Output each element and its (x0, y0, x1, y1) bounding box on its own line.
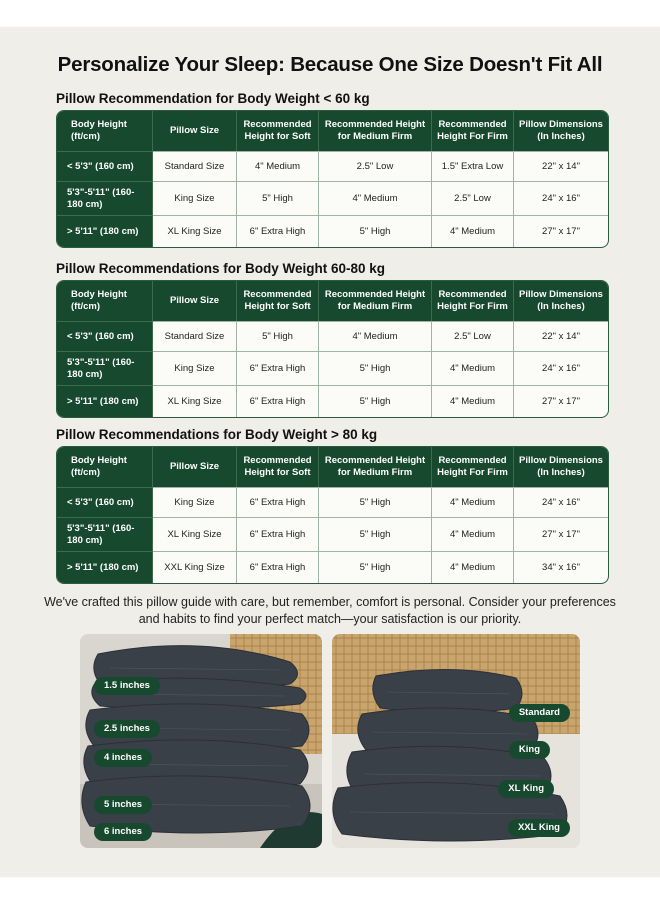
table-row (57, 351, 608, 385)
cell-firm: 2.5" Low (432, 321, 514, 351)
pillow-stack-illustration (80, 634, 322, 848)
cell-dimensions: 22" x 14" (514, 151, 608, 181)
header-dimensions: Pillow Dimensions (In Inches) (514, 447, 608, 487)
table-row (57, 517, 608, 551)
header-medium-firm: Recommended Height for Medium Firm (319, 111, 432, 151)
cell-dimensions: 24" x 16" (514, 181, 608, 215)
header-soft: Recommended Height for Soft (237, 447, 319, 487)
header-dimensions: Pillow Dimensions (In Inches) (514, 111, 608, 151)
cell-soft: 6" Extra High (237, 215, 319, 247)
section-title-over-80: Pillow Recommendations for Body Weight > 80 kg (56, 427, 378, 442)
cell-medium-firm: 5" High (319, 215, 432, 247)
table-row (57, 181, 608, 215)
page-title: Personalize Your Sleep: Because One Size Doesn't Fit All (57, 53, 603, 76)
cell-soft: 6" Extra High (237, 351, 319, 385)
table-row (57, 215, 608, 247)
cell-firm: 4" Medium (432, 551, 514, 583)
stack-label-5: 5 inches (94, 796, 152, 814)
cell-pillow-size: Standard Size (153, 321, 237, 351)
cell-pillow-size: King Size (153, 487, 237, 517)
table-row (57, 151, 608, 181)
cell-medium-firm: 5" High (319, 517, 432, 551)
cell-pillow-size: Standard Size (153, 151, 237, 181)
row-height: > 5'11" (180 cm) (57, 215, 153, 247)
row-height: > 5'11" (180 cm) (57, 385, 153, 417)
cell-soft: 4" Medium (237, 151, 319, 181)
cell-medium-firm: 5" High (319, 351, 432, 385)
header-soft: Recommended Height for Soft (237, 111, 319, 151)
table-over-80 (56, 446, 609, 584)
header-medium-firm: Recommended Height for Medium Firm (319, 447, 432, 487)
cell-soft: 5" High (237, 181, 319, 215)
section-title-60-80: Pillow Recommendations for Body Weight 60-80 kg (56, 261, 386, 276)
cell-dimensions: 34" x 16" (514, 551, 608, 583)
stack-label-6: 6 inches (94, 823, 152, 841)
cell-medium-firm: 2.5" Low (319, 151, 432, 181)
cell-pillow-size: XL King Size (153, 385, 237, 417)
cell-soft: 6" Extra High (237, 385, 319, 417)
cell-pillow-size: XL King Size (153, 517, 237, 551)
cell-firm: 4" Medium (432, 351, 514, 385)
cell-firm: 2.5" Low (432, 181, 514, 215)
page-background (0, 27, 660, 877)
table-row (57, 321, 608, 351)
table-header-row (57, 281, 608, 321)
stack-label-4: 4 inches (94, 749, 152, 767)
table-header-row (57, 111, 608, 151)
size-label-xxl-king: XXL King (508, 819, 570, 837)
header-firm: Recommended Height For Firm (432, 281, 514, 321)
table-row (57, 487, 608, 517)
cell-medium-firm: 4" Medium (319, 181, 432, 215)
table-row (57, 385, 608, 417)
header-dimensions: Pillow Dimensions (In Inches) (514, 281, 608, 321)
cell-soft: 6" Extra High (237, 517, 319, 551)
pillow-sizes-photo (332, 634, 580, 848)
cell-dimensions: 27" x 17" (514, 385, 608, 417)
header-body-height: Body Height (ft/cm) (57, 281, 153, 321)
size-label-king: King (509, 741, 550, 759)
size-label-standard: Standard (509, 704, 570, 722)
cell-dimensions: 24" x 16" (514, 351, 608, 385)
cell-firm: 4" Medium (432, 215, 514, 247)
cell-pillow-size: XL King Size (153, 215, 237, 247)
row-height: < 5'3" (160 cm) (57, 151, 153, 181)
header-body-height: Body Height (ft/cm) (57, 111, 153, 151)
cell-firm: 4" Medium (432, 487, 514, 517)
closing-note: We've crafted this pillow guide with care, but remember, comfort is personal. Consider your preferences and habits to find your perfect match—your satisfaction is our priority. (44, 595, 616, 626)
cell-medium-firm: 5" High (319, 487, 432, 517)
header-body-height: Body Height (ft/cm) (57, 447, 153, 487)
row-height: 5'3"-5'11" (160-180 cm) (57, 351, 153, 385)
row-height: 5'3"-5'11" (160-180 cm) (57, 517, 153, 551)
cell-soft: 6" Extra High (237, 487, 319, 517)
cell-firm: 4" Medium (432, 385, 514, 417)
header-pillow-size: Pillow Size (153, 111, 237, 151)
table-under-60 (56, 110, 609, 248)
cell-medium-firm: 5" High (319, 551, 432, 583)
cell-dimensions: 27" x 17" (514, 517, 608, 551)
cell-dimensions: 24" x 16" (514, 487, 608, 517)
header-pillow-size: Pillow Size (153, 281, 237, 321)
cell-pillow-size: XXL King Size (153, 551, 237, 583)
table-60-80 (56, 280, 609, 418)
table-header-row (57, 447, 608, 487)
cell-soft: 5" High (237, 321, 319, 351)
row-height: 5'3"-5'11" (160-180 cm) (57, 181, 153, 215)
header-pillow-size: Pillow Size (153, 447, 237, 487)
header-soft: Recommended Height for Soft (237, 281, 319, 321)
cell-dimensions: 27" x 17" (514, 215, 608, 247)
row-height: > 5'11" (180 cm) (57, 551, 153, 583)
section-title-under-60: Pillow Recommendation for Body Weight < 60 kg (56, 91, 370, 106)
cell-dimensions: 22" x 14" (514, 321, 608, 351)
row-height: < 5'3" (160 cm) (57, 321, 153, 351)
table-row (57, 551, 608, 583)
header-medium-firm: Recommended Height for Medium Firm (319, 281, 432, 321)
cell-pillow-size: King Size (153, 351, 237, 385)
cell-firm: 1.5" Extra Low (432, 151, 514, 181)
cell-medium-firm: 4" Medium (319, 321, 432, 351)
row-height: < 5'3" (160 cm) (57, 487, 153, 517)
cell-pillow-size: King Size (153, 181, 237, 215)
size-label-xl-king: XL King (498, 780, 554, 798)
cell-soft: 6" Extra High (237, 551, 319, 583)
header-firm: Recommended Height For Firm (432, 111, 514, 151)
pillow-stack-photo (80, 634, 322, 848)
cell-firm: 4" Medium (432, 517, 514, 551)
header-firm: Recommended Height For Firm (432, 447, 514, 487)
stack-label-1-5: 1.5 inches (94, 677, 160, 695)
stack-label-2-5: 2.5 inches (94, 720, 160, 738)
cell-medium-firm: 5" High (319, 385, 432, 417)
